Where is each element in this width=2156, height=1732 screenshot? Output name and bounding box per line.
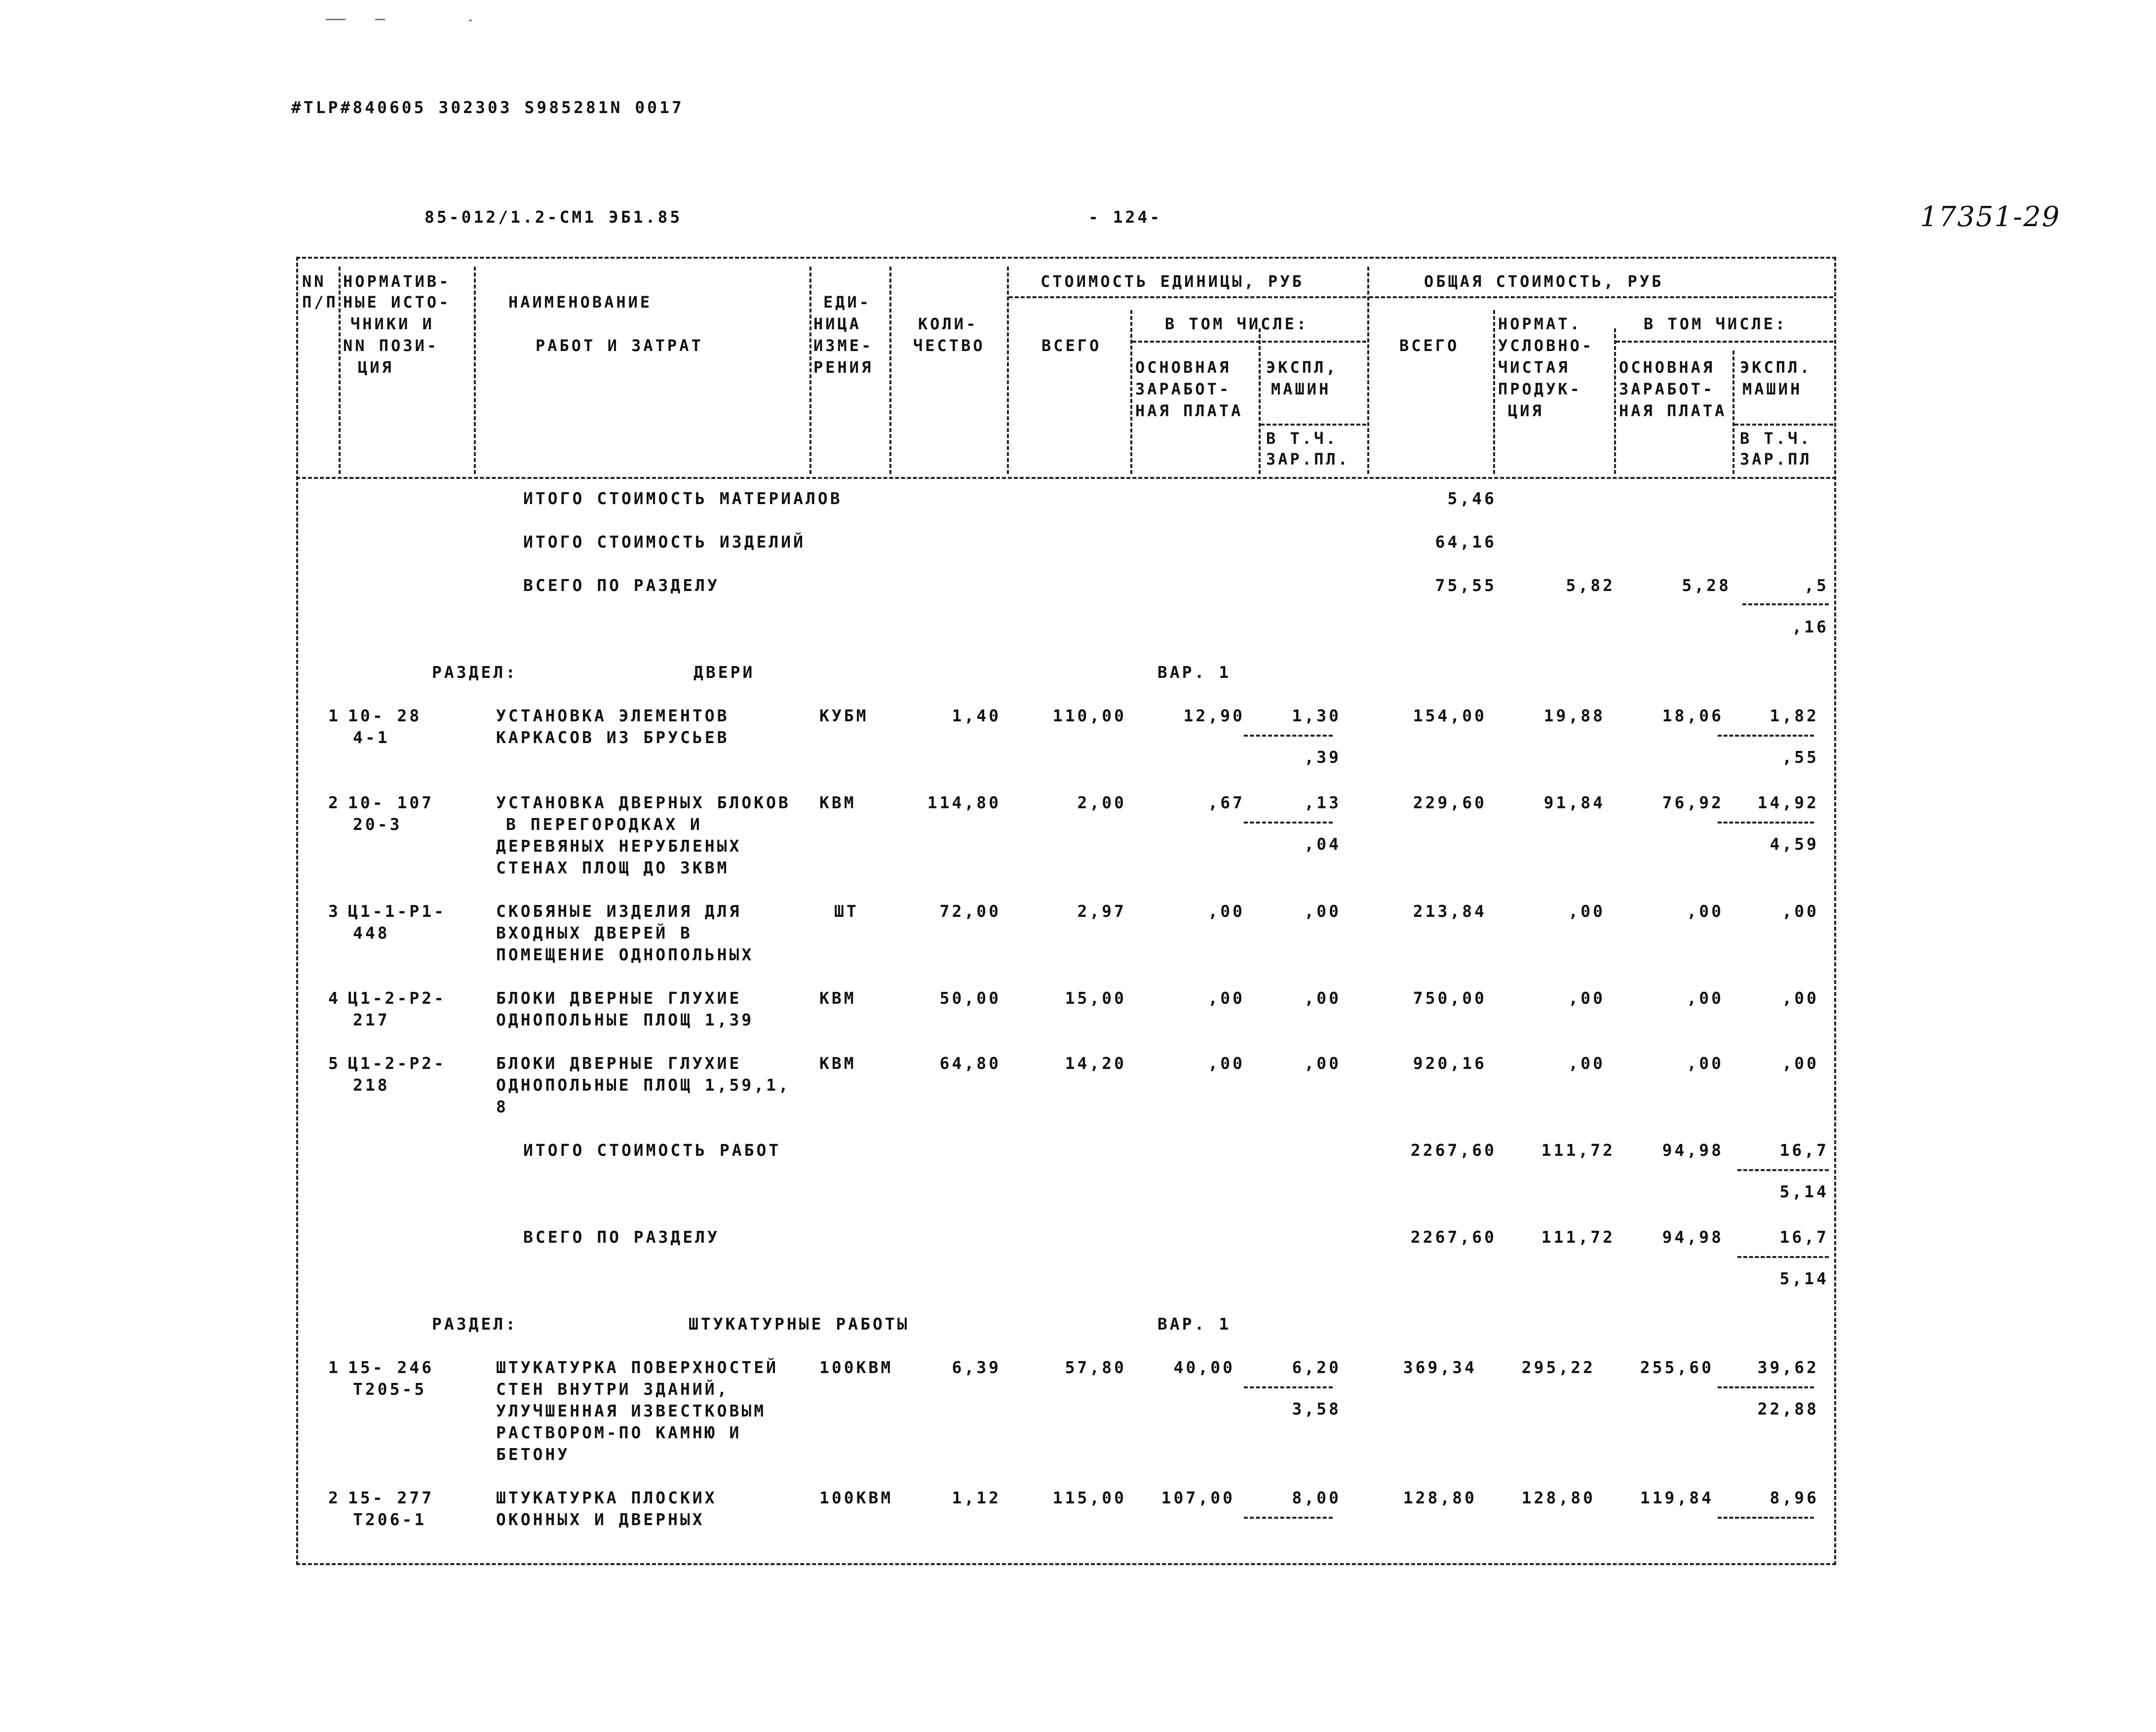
section-label: РАЗДЕЛ: — [432, 663, 518, 682]
row-name: БЛОКИ ДВЕРНЫЕ ГЛУХИЕ — [496, 1054, 742, 1073]
row-unit-total: 15,00 — [1065, 988, 1126, 1008]
total-normative: 111,72 — [1541, 1227, 1615, 1247]
row-total-machine: 39,62 — [1757, 1358, 1819, 1377]
fraction-rule — [1718, 822, 1814, 824]
row-total: 213,84 — [1413, 902, 1487, 921]
row-total-machine: ,00 — [1782, 902, 1819, 921]
total-machine: ,5 — [1804, 576, 1829, 595]
row-unit-wage: ,00 — [1208, 902, 1245, 921]
header-base-wage: ЗАРАБОТ- — [1619, 380, 1715, 398]
row-total-normative: ,00 — [1568, 988, 1605, 1008]
total-normative: 5,82 — [1566, 576, 1615, 595]
row-unit-wage: ,00 — [1208, 1054, 1245, 1073]
fraction-rule — [1244, 735, 1333, 737]
row-unit: ШТ — [834, 902, 859, 921]
row-number: 1 — [328, 706, 341, 725]
row-unit-wage: 40,00 — [1173, 1358, 1235, 1377]
row-name: ШТУКАТУРКА ПЛОСКИХ — [496, 1488, 717, 1507]
row-unit: КУБМ — [819, 706, 869, 725]
row-total-machine: 14,92 — [1757, 793, 1819, 812]
fraction-rule — [1742, 603, 1829, 605]
row-code: 15- 277 — [348, 1488, 434, 1507]
row-name: ПОМЕЩЕНИЕ ОДНОПОЛЬНЫХ — [496, 945, 754, 964]
scan-speck — [326, 19, 346, 20]
row-total-wage: 76,92 — [1662, 793, 1724, 812]
header-base-wage: ЗАРАБОТ- — [1135, 380, 1232, 398]
row-total-wage: ,00 — [1687, 988, 1724, 1008]
header-machine-ops: ЭКСПЛ. — [1740, 358, 1812, 377]
row-unit-machine: 8,00 — [1292, 1488, 1341, 1507]
scan-speck — [469, 20, 472, 21]
row-unit-machine: ,00 — [1304, 902, 1341, 921]
row-unit-machine-wage: ,04 — [1304, 834, 1341, 854]
row-total-wage: ,00 — [1687, 902, 1724, 921]
header-unit-total: ВСЕГО — [1041, 336, 1102, 355]
header-normative-output: ПРОДУК- — [1498, 380, 1582, 398]
row-code: 4-1 — [353, 728, 390, 747]
header-pp: П/П — [302, 293, 338, 312]
header-incl-wage: ЗАР.ПЛ. — [1266, 450, 1350, 469]
header-base-wage: НАЯ ПЛАТА — [1135, 401, 1243, 420]
total-wage: 94,98 — [1662, 1141, 1724, 1160]
header-normative-output: ЦИЯ — [1508, 401, 1544, 420]
row-total-wage: 119,84 — [1640, 1488, 1714, 1507]
header-quantity: ЧЕСТВО — [913, 336, 985, 355]
row-unit: КВМ — [819, 793, 856, 812]
header-machine-ops: МАШИН — [1271, 380, 1331, 398]
row-unit-machine-wage: ,39 — [1304, 748, 1341, 767]
header-unit: НИЦА — [813, 315, 862, 333]
row-unit: 100КВМ — [819, 1488, 893, 1507]
header-including: В ТОМ ЧИСЛЕ: — [1165, 315, 1309, 333]
header-col-separator — [889, 267, 891, 474]
row-name: ДЕРЕВЯНЫХ НЕРУБЛЕНЫХ — [496, 836, 742, 856]
row-total-wage: 255,60 — [1640, 1358, 1714, 1377]
header-normative: NN ПОЗИ- — [343, 336, 439, 355]
section-label: РАЗДЕЛ: — [432, 1314, 518, 1334]
row-code: 217 — [353, 1010, 390, 1029]
header-col-separator — [339, 267, 341, 474]
header-including: В ТОМ ЧИСЛЕ: — [1644, 315, 1788, 333]
total-machine: 16,7 — [1779, 1227, 1829, 1247]
total-label: ИТОГО СТОИМОСТЬ МАТЕРИАЛОВ — [523, 489, 843, 508]
total-label: ВСЕГО ПО РАЗДЕЛУ — [523, 1227, 720, 1247]
row-name: КАРКАСОВ ИЗ БРУСЬЕВ — [496, 728, 730, 747]
row-number: 2 — [328, 1488, 341, 1507]
header-col-separator — [1732, 351, 1734, 474]
row-total-machine-wage: 22,88 — [1757, 1399, 1819, 1418]
header-unit: ИЗМЕ- — [813, 336, 874, 355]
header-col-separator — [474, 267, 476, 474]
header-total-cost: ОБЩАЯ СТОИМОСТЬ, РУБ — [1424, 272, 1664, 291]
header-normative-output: ЧИСТАЯ — [1498, 358, 1570, 377]
row-unit-wage: ,67 — [1208, 793, 1245, 812]
row-code: Ц1-2-Р2- — [348, 988, 446, 1008]
row-total-machine: ,00 — [1782, 1054, 1819, 1073]
row-name: 8 — [496, 1097, 508, 1116]
row-number: 3 — [328, 902, 341, 921]
row-total: 128,80 — [1403, 1488, 1477, 1507]
row-name: ОДНОПОЛЬНЫЕ ПЛОЩ 1,39 — [496, 1010, 754, 1029]
section-name: ДВЕРИ — [693, 663, 755, 682]
row-unit-total: 14,20 — [1065, 1054, 1126, 1073]
header-incl-wage: В Т.Ч. — [1266, 429, 1338, 448]
row-total-machine-wage: 4,59 — [1770, 834, 1819, 854]
header-machine-ops: ЭКСПЛ, — [1266, 358, 1338, 377]
row-name: УСТАНОВКА ЭЛЕМЕНТОВ — [496, 706, 730, 725]
row-total-normative: ,00 — [1568, 1054, 1605, 1073]
row-code: 448 — [353, 923, 390, 943]
total-label: ИТОГО СТОИМОСТЬ РАБОТ — [523, 1141, 781, 1160]
total-label: ИТОГО СТОИМОСТЬ ИЗДЕЛИЙ — [523, 532, 806, 551]
row-code: 20-3 — [353, 815, 402, 834]
row-unit-machine: ,13 — [1304, 793, 1341, 812]
row-total-normative: 91,84 — [1543, 793, 1605, 812]
header-col-separator — [1493, 310, 1495, 474]
row-unit: КВМ — [819, 988, 856, 1008]
row-quantity: 6,39 — [952, 1358, 1001, 1377]
row-total-wage: 18,06 — [1662, 706, 1724, 725]
total-machine-wage: 5,14 — [1779, 1269, 1829, 1288]
row-code: 10- 107 — [348, 793, 434, 812]
row-unit-machine: ,00 — [1304, 988, 1341, 1008]
fraction-rule — [1718, 1517, 1814, 1519]
total-value: 2267,60 — [1410, 1141, 1497, 1160]
header-total-total: ВСЕГО — [1399, 336, 1460, 355]
total-wage: 94,98 — [1662, 1227, 1724, 1247]
header-base-wage: ОСНОВНАЯ — [1619, 358, 1715, 377]
header-subgroup-rule — [1616, 341, 1833, 343]
section-name: ШТУКАТУРНЫЕ РАБОТЫ — [689, 1314, 910, 1334]
header-normative: ЦИЯ — [358, 358, 394, 377]
header-name: РАБОТ И ЗАТРАТ — [536, 336, 703, 355]
row-total-machine: ,00 — [1782, 988, 1819, 1008]
row-total: 920,16 — [1413, 1054, 1487, 1073]
page-number: - 124- — [1088, 207, 1162, 227]
row-name: БЛОКИ ДВЕРНЫЕ ГЛУХИЕ — [496, 988, 742, 1008]
row-name: ОДНОПОЛЬНЫЕ ПЛОЩ 1,59,1, — [496, 1075, 791, 1095]
header-name: НАИМЕНОВАНИЕ — [508, 293, 653, 312]
row-unit-wage: ,00 — [1208, 988, 1245, 1008]
total-machine-wage: ,16 — [1792, 617, 1829, 636]
fraction-rule — [1244, 1517, 1333, 1519]
row-unit-total: 2,00 — [1077, 793, 1126, 812]
header-col-separator — [1259, 328, 1261, 474]
header-bottom-border — [296, 477, 1836, 479]
header-normative-output: НОРМАТ. — [1498, 315, 1582, 333]
header-incl-wage: ЗАР.ПЛ — [1740, 450, 1812, 469]
table-top-border — [296, 257, 1836, 259]
header-normative: НОРМАТИВ- — [343, 272, 451, 291]
header-unit: ЕДИ- — [823, 293, 872, 312]
header-col-separator — [1614, 328, 1616, 474]
header-group-rule — [1009, 296, 1366, 298]
total-machine-wage: 5,14 — [1779, 1182, 1829, 1201]
header-col-separator — [809, 267, 811, 474]
row-unit-machine: ,00 — [1304, 1054, 1341, 1073]
header-subgroup-rule — [1261, 424, 1366, 426]
row-number: 5 — [328, 1054, 341, 1073]
row-name: СТЕН ВНУТРИ ЗДАНИЙ, — [496, 1379, 730, 1399]
row-total-machine-wage: ,55 — [1782, 748, 1819, 767]
row-total-machine: 1,82 — [1770, 706, 1819, 725]
fraction-rule — [1244, 1386, 1333, 1388]
row-quantity: 1,40 — [952, 706, 1001, 725]
row-unit-machine: 1,30 — [1292, 706, 1341, 725]
header-normative-output: УСЛОВНО- — [1498, 336, 1594, 355]
row-unit-total: 57,80 — [1065, 1358, 1126, 1377]
header-machine-ops: МАШИН — [1742, 380, 1803, 398]
fraction-rule — [1244, 822, 1333, 824]
header-unit-cost: СТОИМОСТЬ ЕДИНИЦЫ, РУБ — [1040, 272, 1304, 291]
row-unit-wage: 107,00 — [1161, 1488, 1235, 1507]
row-name: ВХОДНЫХ ДВЕРЕЙ В — [496, 923, 693, 943]
fraction-rule — [1737, 1169, 1829, 1171]
total-label: ВСЕГО ПО РАЗДЕЛУ — [523, 576, 720, 595]
row-code: 218 — [353, 1075, 390, 1095]
row-number: 1 — [328, 1358, 341, 1377]
row-unit-machine: 6,20 — [1292, 1358, 1341, 1377]
row-unit: 100КВМ — [819, 1358, 893, 1377]
header-base-wage: НАЯ ПЛАТА — [1619, 401, 1727, 420]
row-unit-machine-wage: 3,58 — [1292, 1399, 1341, 1418]
row-code: Т206-1 — [353, 1510, 427, 1529]
row-total: 750,00 — [1413, 988, 1487, 1008]
total-value: 64,16 — [1435, 532, 1497, 551]
row-total-wage: ,00 — [1687, 1054, 1724, 1073]
header-normative: НЫЕ ИСТО- — [343, 293, 451, 312]
row-name: СКОБЯНЫЕ ИЗДЕЛИЯ ДЛЯ — [496, 902, 742, 921]
row-code: 10- 28 — [348, 706, 422, 725]
row-code: Ц1-1-Р1- — [348, 902, 446, 921]
row-quantity: 114,80 — [927, 793, 1001, 812]
row-name: РАСТВОРОМ-ПО КАМНЮ И — [496, 1423, 742, 1442]
row-total-machine: 8,96 — [1770, 1488, 1819, 1507]
row-unit: КВМ — [819, 1054, 856, 1073]
handwritten-number: 17351-29 — [1920, 201, 2061, 233]
row-quantity: 72,00 — [939, 902, 1001, 921]
table-bottom-border — [296, 1563, 1836, 1565]
section-variant: ВАР. 1 — [1157, 1314, 1232, 1334]
row-name: УСТАНОВКА ДВЕРНЫХ БЛОКОВ — [496, 793, 791, 812]
row-unit-total: 115,00 — [1052, 1488, 1126, 1507]
header-normative: ЧНИКИ И — [350, 315, 434, 333]
header-base-wage: ОСНОВНАЯ — [1135, 358, 1232, 377]
fraction-rule — [1718, 1386, 1814, 1388]
row-name: СТЕНАХ ПЛОЩ ДО 3КВМ — [496, 858, 730, 877]
header-subgroup-rule — [1734, 424, 1833, 426]
total-machine: 16,7 — [1779, 1141, 1829, 1160]
section-variant: ВАР. 1 — [1157, 663, 1232, 682]
row-number: 2 — [328, 793, 341, 812]
row-unit-wage: 12,90 — [1183, 706, 1245, 725]
row-quantity: 50,00 — [939, 988, 1001, 1008]
header-subgroup-rule — [1132, 341, 1366, 343]
document-reference: 85-012/1.2-СМ1 ЭБ1.85 — [424, 207, 683, 227]
row-total: 154,00 — [1413, 706, 1487, 725]
table-right-border — [1834, 257, 1836, 1565]
row-code: Т205-5 — [353, 1379, 427, 1399]
row-code: 15- 246 — [348, 1358, 434, 1377]
header-group-rule — [1369, 296, 1833, 298]
total-value: 2267,60 — [1410, 1227, 1497, 1247]
row-total-normative: ,00 — [1568, 902, 1605, 921]
row-name: УЛУЧШЕННАЯ ИЗВЕСТКОВЫМ — [496, 1401, 767, 1420]
total-value: 75,55 — [1435, 576, 1497, 595]
row-unit-total: 110,00 — [1052, 706, 1126, 725]
header-unit: РЕНИЯ — [813, 358, 874, 377]
row-total-normative: 295,22 — [1521, 1358, 1595, 1377]
row-quantity: 1,12 — [952, 1488, 1001, 1507]
row-number: 4 — [328, 988, 341, 1008]
row-name: В ПЕРЕГОРОДКАХ И — [506, 815, 702, 834]
header-nn: NN — [302, 272, 326, 291]
row-unit-total: 2,97 — [1077, 902, 1126, 921]
total-wage: 5,28 — [1682, 576, 1731, 595]
row-quantity: 64,80 — [939, 1054, 1001, 1073]
row-total-normative: 128,80 — [1521, 1488, 1595, 1507]
total-normative: 111,72 — [1541, 1141, 1615, 1160]
row-total: 229,60 — [1413, 793, 1487, 812]
total-value: 5,46 — [1447, 489, 1497, 508]
row-total-normative: 19,88 — [1543, 706, 1605, 725]
scan-speck — [375, 19, 385, 20]
row-name: ШТУКАТУРКА ПОВЕРХНОСТЕЙ — [496, 1358, 778, 1377]
header-quantity: КОЛИ- — [918, 315, 978, 333]
row-total: 369,34 — [1403, 1358, 1477, 1377]
fraction-rule — [1737, 1256, 1829, 1258]
document-code: #TLP#840605 302303 S985281N 0017 — [291, 98, 684, 117]
header-incl-wage: В Т.Ч. — [1740, 429, 1812, 448]
table-left-border — [296, 257, 298, 1565]
row-name: ОКОННЫХ И ДВЕРНЫХ — [496, 1510, 705, 1529]
row-name: БЕТОНУ — [496, 1445, 570, 1464]
fraction-rule — [1718, 735, 1814, 737]
row-code: Ц1-2-Р2- — [348, 1054, 446, 1073]
header-col-separator — [1130, 310, 1132, 474]
